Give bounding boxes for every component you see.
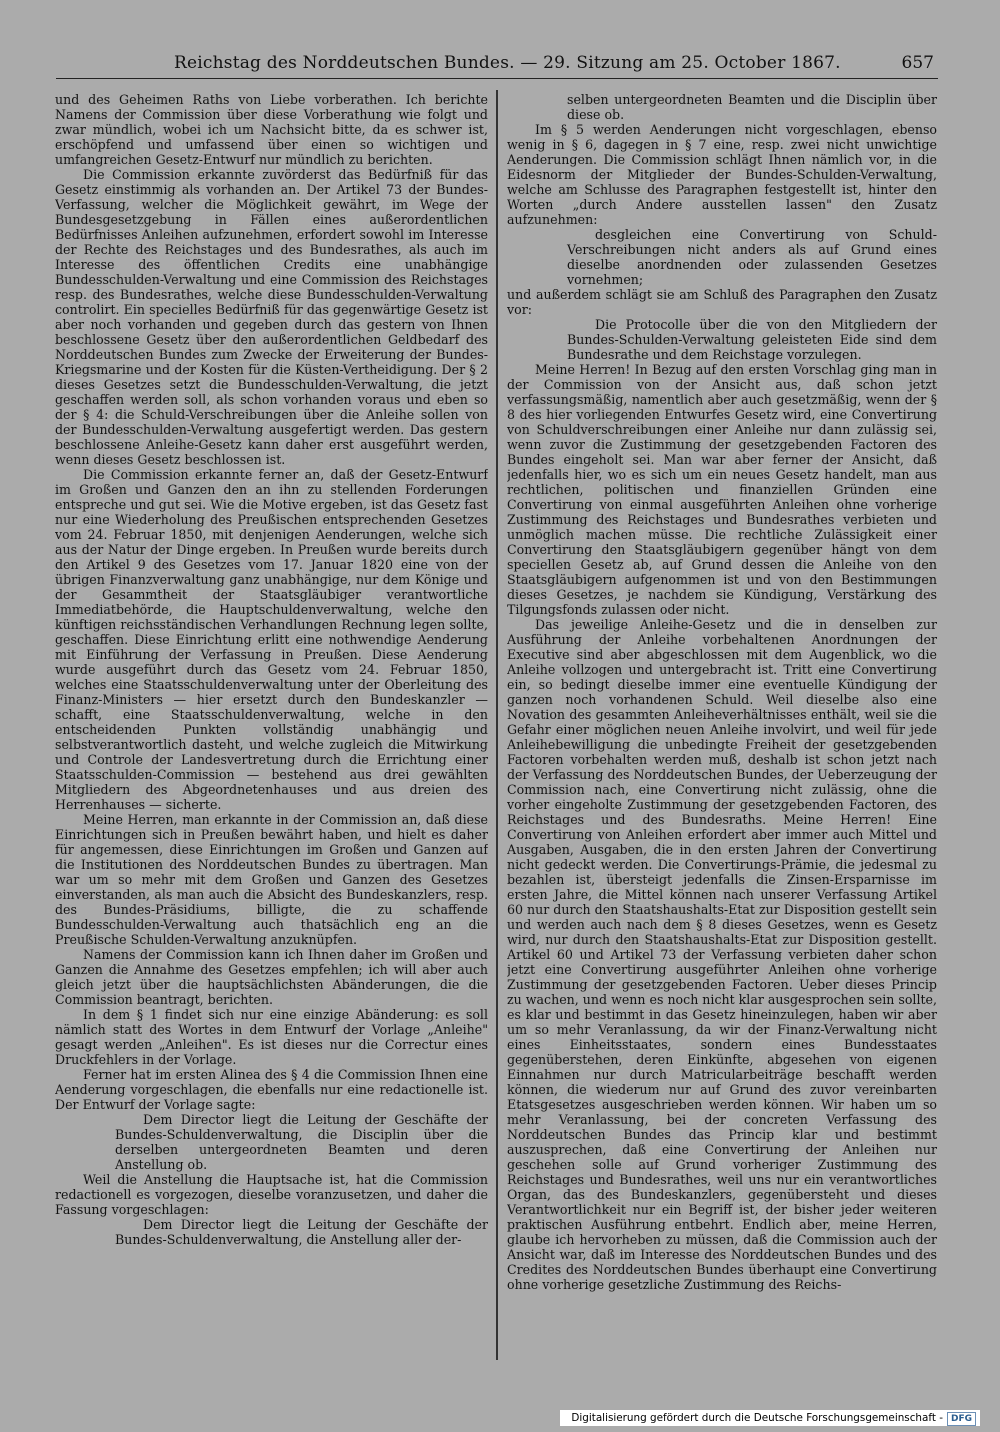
page-header [56,50,938,76]
right-column [507,92,937,1360]
paragraph: Namens der Commission kann ich Ihnen daher im Großen und Ganzen die Annahme des Gesetzes empfehlen; ich will aber auch gleich jetzt über die hauptsächlichsten Abänderungen, die die Commission beantragt, berichten. [55,947,488,1007]
paragraph: Dem Director liegt die Leitung der Geschäfte der Bundes-Schuldenverwaltung, die Anstellung aller der- [115,1217,488,1247]
digitization-footer [560,1410,980,1426]
paragraph: Meine Herren! In Bezug auf den ersten Vorschlag ging man in der Commission von der Ansicht aus, daß schon jetzt verfassungsmäßig, namentlich aber auch gesetzmäßig, wenn der § 8 des hier vorliegenden Entwurfes Gesetz wird, eine Convertirung von Schuldverschreibungen einer Anleihe nur dann zulässig sei, wenn zuvor die Zustimmung der gesetzgebenden Factoren des Bundes eingeholt sei. Man war aber ferner der Ansicht, daß jedenfalls hier, wo es sich um ein neues Gesetz handelt, man aus rechtlichen, politischen und finanziellen Gründen eine Convertirung von einmal ausgeführten Anleihen ohne vorherige Zustimmung des Reichstages und Bundesrathes verbieten und unmöglich machen müsse. Die rechtliche Zulässigkeit einer Convertirung den Staatsgläubigern gegenüber hängt von dem speciellen Gesetz ab, auf Grund dessen die Anleihe von den Staatsgläubigern aufgenommen ist und von den Bestimmungen dieses Gesetzes, je nachdem sie Kündigung, Verstärkung des Tilgungsfonds zulassen oder nicht. [507,362,937,617]
paragraph: Die Commission erkannte ferner an, daß der Gesetz-Entwurf im Großen und Ganzen den an ihn zu stellenden Forderungen entspreche und gut sei. Wie die Motive ergeben, ist das Gesetz fast nur eine Wiederholung des Preußischen entsprechenden Gesetzes vom 24. Februar 1850, mit denjenigen Aenderungen, welche sich aus der Natur der Dinge ergeben. In Preußen wurde bereits durch den Artikel 9 des Gesetzes vom 17. Januar 1820 eine von der übrigen Finanzverwaltung ganz unabhängige, nur dem Könige und der Gesammtheit der Staatsgläubiger verantwortliche Immediatbehörde, die Hauptschuldenverwaltung, welche den künftigen reichsständischen Verhandlungen Rechnung legen sollte, geschaffen. Diese Einrichtung erlitt eine nothwendige Aenderung mit Einführung der Verfassung in Preußen. Diese Aenderung wurde ausgeführt durch das Gesetz vom 24. Februar 1850, welches eine Staatsschuldenverwaltung unter der Oberleitung des Finanz-Ministers — hier ersetzt durch den Bundeskanzler — schafft, eine Staatsschuldenverwaltung, welche in den entscheidenden Punkten vollständig unabhängig und selbstverantwortlich dasteht, und welche zugleich die Mitwirkung und Controle der Landesvertretung durch die Errichtung einer Staatsschulden-Commission — bestehend aus drei gewählten Mitgliedern des Abgeordnetenhauses und aus dreien des Herrenhauses — sicherte. [55,467,488,812]
paragraph: Die Protocolle über die von den Mitgliedern der Bundes-Schulden-Verwaltung geleisteten Eide sind dem Bundesrathe und dem Reichstage vorzulegen. [567,317,937,362]
dfg-logo: DFG [947,1412,976,1426]
paragraph: desgleichen eine Convertirung von Schuld-Verschreibungen nicht anders als auf Grund eines dieselbe anordnenden oder zulassenden Gesetzes vornehmen; [567,227,937,287]
paragraph: Meine Herren, man erkannte in der Commission an, daß diese Einrichtungen sich in Preußen bewährt haben, und hielt es daher für angemessen, diese Einrichtungen im Großen und Ganzen auf die Institutionen des Norddeutschen Bundes zu übertragen. Man war um so mehr mit dem Großen und Ganzen des Gesetzes einverstanden, als man auch die Absicht des Bundeskanzlers, resp. des Bundes-Präsidiums, billigte, die zu schaffende Bundesschulden-Verwaltung auch thatsächlich eng an die Preußische Schulden-Verwaltung anzuknüpfen. [55,812,488,947]
paragraph: Ferner hat im ersten Alinea des § 4 die Commission Ihnen eine Aenderung vorgeschlagen, die ebenfalls nur eine redactionelle ist. Der Entwurf der Vorlage sagte: [55,1067,488,1112]
paragraph: und des Geheimen Raths von Liebe vorberathen. Ich berichte Namens der Commission über diese Vorberathung wie folgt und zwar mündlich, wobei ich um Nachsicht bitte, da es schwer ist, erschöpfend und umfassend über einen so wichtigen und umfangreichen Gesetz-Entwurf nur mündlich zu berichten. [55,92,488,167]
paragraph: Die Commission erkannte zuvörderst das Bedürfniß für das Gesetz einstimmig als vorhanden an. Der Artikel 73 der Bundes-Verfassung, welcher die Möglichkeit gewährt, im Wege der Bundesgesetzgebung in Fällen eines außerordentlichen Bedürfnisses Anleihen aufzunehmen, erfordert sowohl im Interesse der Rechte des Reichstages und des Bundesrathes, als auch im Interesse des öffentlichen Credits eine unabhängige Bundesschulden-Verwaltung und eine Commission des Reichstages resp. des Bundesrathes, welche diese Bundesschulden-Verwaltung controlirt. Ein specielles Bedürfniß für das gegenwärtige Gesetz ist aber noch vorhanden und gegeben durch das gestern von Ihnen beschlossene Gesetz über den außerordentlichen Geldbedarf des Norddeutschen Bundes zum Zwecke der Erweiterung der Bundes-Kriegsmarine und der Kosten für die Küsten-Vertheidigung. Der § 2 dieses Gesetzes setzt die Bundesschulden-Verwaltung, die jetzt geschaffen werden soll, als schon vorhanden voraus und eben so der § 4: die Schuld-Verschreibungen über die Anleihe sollen von der Bundesschulden-Verwaltung ausgefertigt werden. Das gestern beschlossene Anleihe-Gesetz kann daher erst ausgeführt werden, wenn dieses Gesetz beschlossen ist. [55,167,488,467]
footer-text: Digitalisierung gefördert durch die Deutsche Forschungsgemeinschaft - [571,1412,943,1424]
paragraph: Weil die Anstellung die Hauptsache ist, hat die Commission redactionell es vorgezogen, dieselbe voranzusetzen, und daher die Fassung vorgeschlagen: [55,1172,488,1217]
header-rule [56,78,938,79]
column-divider [496,90,498,1360]
paragraph: selben untergeordneten Beamten und die Disciplin über diese ob. [567,92,937,122]
paragraph: In dem § 1 findet sich nur eine einzige Abänderung: es soll nämlich statt des Wortes in dem Entwurf der Vorlage „Anleihe" gesagt werden „Anleihen". Es ist dieses nur die Correctur eines Druckfehlers in der Vorlage. [55,1007,488,1067]
paragraph: und außerdem schlägt sie am Schluß des Paragraphen den Zusatz vor: [507,287,937,317]
page-number: 657 [901,53,934,73]
paragraph: Im § 5 werden Aenderungen nicht vorgeschlagen, ebenso wenig in § 6, dagegen in § 7 eine, resp. zwei nicht unwichtige Aenderungen. Die Commission schlägt Ihnen nämlich vor, in die Eidesnorm der Mitglieder der Bundes-Schulden-Verwaltung, welche am Schlusse des Paragraphen festgestellt ist, hinter den Worten „durch Andere ausstellen lassen" den Zusatz aufzunehmen: [507,122,937,227]
left-column [55,92,488,1360]
paragraph: Das jeweilige Anleihe-Gesetz und die in denselben zur Ausführung der Anleihe vorbehaltenen Anordnungen der Executive sind aber abgeschlossen mit dem Augenblick, wo die Anleihe vollzogen und untergebracht ist. Tritt eine Convertirung ein, so bedingt dieselbe immer eine eventuelle Kündigung der ganzen noch vorhandenen Schuld. Weil dieselbe also eine Novation des gesammten Anleiheverhältnisses enthält, weil sie die Gefahr einer möglichen neuen Anleihe involvirt, und weil für jede Anleihebewilligung die unbedingte Freiheit der gesetzgebenden Factoren vorbehalten werden muß, deshalb ist schon jetzt nach der Verfassung des Norddeutschen Bundes, der Ueberzeugung der Commission nach, eine Convertirung nicht zulässig, ohne die vorher eingeholte Zustimmung der gesetzgebenden Factoren, des Reichstages und des Bundesraths. Meine Herren! Eine Convertirung von Anleihen erfordert aber immer auch Mittel und Ausgaben, Ausgaben, die in den ersten Jahren der Convertirung nicht gedeckt werden. Die Convertirungs-Prämie, die jedesmal zu bezahlen ist, übersteigt jedenfalls die Zinsen-Ersparnisse im ersten Jahre, die Mittel können nach unserer Verfassung Artikel 60 nur durch den Staatshaushalts-Etat zur Disposition gestellt sein und werden auch nach dem § 8 dieses Gesetzes, wenn es Gesetz wird, nur durch den Staatshaushalts-Etat zur Disposition gestellt. Artikel 60 und Artikel 73 der Verfassung verbieten daher schon jetzt eine Convertirung ausgeführter Anleihen ohne vorherige Zustimmung der gesetzgebenden Factoren. Ueber dieses Princip zu wachen, und wenn es noch nicht klar ausgesprochen sein sollte, es klar und bestimmt in das Gesetz hineinzulegen, haben wir aber um so mehr Veranlassung, da wir der Finanz-Verwaltung nicht eines Einheitsstaates, sondern eines Bundesstaates gegenüberstehen, deren Einkünfte, abgesehen von eigenen Einnahmen nur durch Matricularbeiträge beschafft werden können, die wiederum nur auf Grund des zuvor vereinbarten Etatsgesetzes ausgeschrieben werden können. Wir haben um so mehr Veranlassung, bei der concreten Verfassung des Norddeutschen Bundes das Princip klar und bestimmt auszusprechen, daß eine Convertirung der Anleihen nur geschehen solle auf Grund vorheriger Zustimmung des Reichstages und Bundesrathes, weil uns nur ein verantwortliches Organ, das des Bundeskanzlers, gegenübersteht und dieses Verantwortlichkeit nur ein Begriff ist, der bisher jeder weiteren praktischen Ausführung entbehrt. Endlich aber, meine Herren, glaube ich hervorheben zu müssen, daß die Commission auch der Ansicht war, daß im Interesse des Norddeutschen Bundes und des Credites des Norddeutschen Bundes überhaupt eine Convertirung ohne vorherige gesetzliche Zustimmung des Reichs- [507,617,937,1292]
page-title: Reichstag des Norddeutschen Bundes. — 29. Sitzung am 25. October 1867. [174,53,841,73]
paragraph: Dem Director liegt die Leitung der Geschäfte der Bundes-Schuldenverwaltung, die Disciplin über die derselben untergeordneten Beamten und deren Anstellung ob. [115,1112,488,1172]
